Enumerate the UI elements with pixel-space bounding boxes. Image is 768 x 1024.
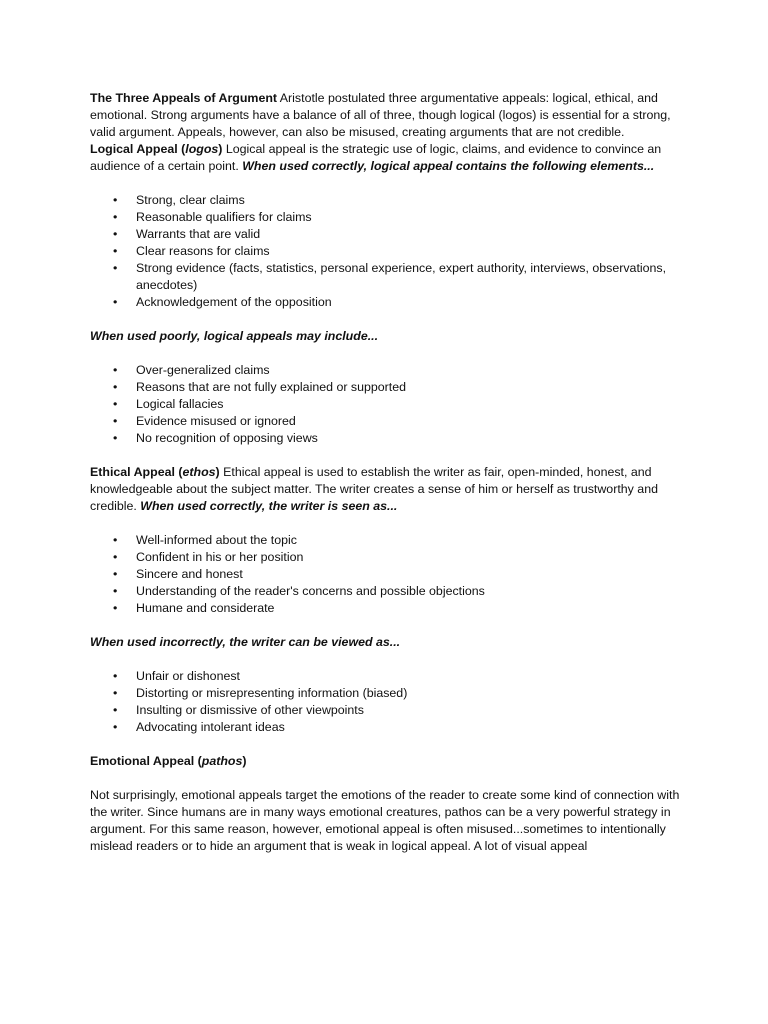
list-item: • Strong, clear claims <box>90 192 685 209</box>
logical-emphasis: When used correctly, logical appeal contains the following elements... <box>242 159 655 173</box>
list-item: • Confident in his or her position <box>90 549 685 566</box>
emotional-heading: Emotional Appeal (pathos) <box>90 754 247 768</box>
logical-poor-heading: When used poorly, logical appeals may include... <box>90 329 379 343</box>
document-page <box>90 90 685 855</box>
logical-heading: Logical Appeal (logos) <box>90 142 223 156</box>
list-item: • Acknowledgement of the opposition <box>90 294 685 311</box>
intro-heading: The Three Appeals of Argument <box>90 91 278 105</box>
ethical-poor-heading: When used incorrectly, the writer can be viewed as... <box>90 635 401 649</box>
intro-text: Aristotle postulated three argumentative appeals: logical, ethical, and emotional. Strong arguments have a balance of all of three, though logical (logos) is essential for a strong, valid argument. Appeals, however, can also be misused, creating arguments that are not credible. <box>90 91 671 139</box>
list-item: • Humane and considerate <box>90 600 685 617</box>
logical-text: Logical appeal is the strategic use of logic, claims, and evidence to convince an audience of a certain point. <box>90 142 662 173</box>
ethical-heading: Ethical Appeal (ethos) <box>90 465 220 479</box>
list-item: • Distorting or misrepresenting information (biased) <box>90 685 685 702</box>
list-item: • Advocating intolerant ideas <box>90 719 685 736</box>
list-item: • Over-generalized claims <box>90 362 685 379</box>
logical-poor-list <box>90 362 685 447</box>
logical-paragraph <box>90 141 685 175</box>
list-item: • Sincere and honest <box>90 566 685 583</box>
list-item: • Evidence misused or ignored <box>90 413 685 430</box>
intro-paragraph <box>90 90 685 141</box>
ethical-text: Ethical appeal is used to establish the writer as fair, open-minded, honest, and knowledgeable about the subject matter. The writer creates a sense of him or herself as trustworthy and credible. <box>90 465 658 513</box>
emotional-heading-term: pathos <box>201 754 243 768</box>
list-item: • Warrants that are valid <box>90 226 685 243</box>
ethical-paragraph <box>90 464 685 515</box>
list-item: • Reasonable qualifiers for claims <box>90 209 685 226</box>
list-item: • Logical fallacies <box>90 396 685 413</box>
list-item: • No recognition of opposing views <box>90 430 685 447</box>
ethical-heading-term: ethos <box>182 465 216 479</box>
list-item: • Well-informed about the topic <box>90 532 685 549</box>
ethical-correct-list <box>90 532 685 617</box>
logical-heading-term: logos <box>185 142 219 156</box>
list-item: • Unfair or dishonest <box>90 668 685 685</box>
logical-correct-list <box>90 192 685 311</box>
list-item: • Reasons that are not fully explained or supported <box>90 379 685 396</box>
ethical-emphasis: When used correctly, the writer is seen as... <box>140 499 398 513</box>
emotional-paragraph: Not surprisingly, emotional appeals target the emotions of the reader to create some kind of connection with the writer. Since humans are in many ways emotional creatures, pathos can be a very powerful strategy in argument. For this same reason, however, emotional appeal is often misused...sometimes to intentionally mislead readers or to hide an argument that is weak in logical appeal. A lot of visual appeal <box>90 788 680 853</box>
list-item: • Insulting or dismissive of other viewpoints <box>90 702 685 719</box>
list-item: • Strong evidence (facts, statistics, personal experience, expert authority, interviews, observations, anecdotes) <box>90 260 685 294</box>
list-item: • Understanding of the reader's concerns and possible objections <box>90 583 685 600</box>
ethical-poor-list <box>90 668 685 736</box>
list-item: • Clear reasons for claims <box>90 243 685 260</box>
